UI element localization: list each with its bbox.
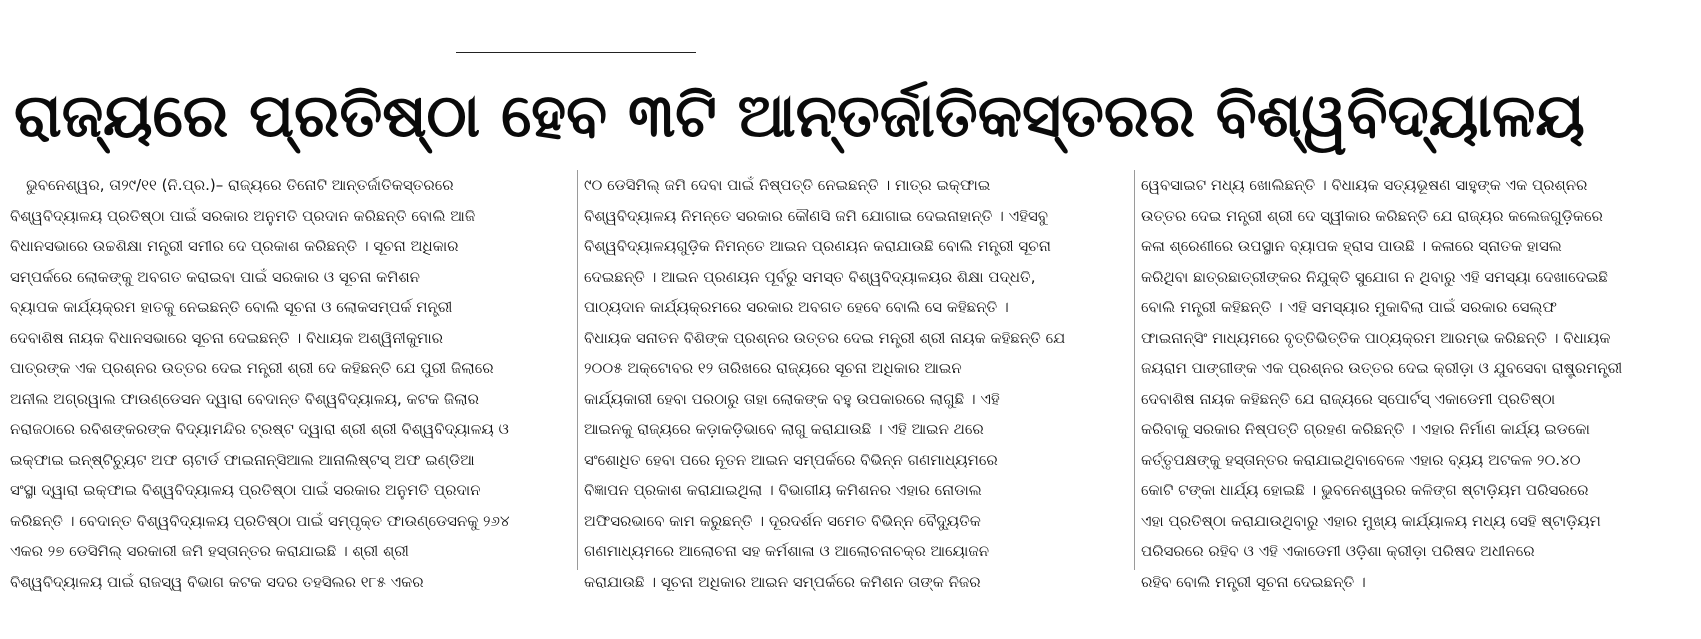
column-line: ସଂଶୋଧିତ ହେବା ପରେ ନୂତନ ଆଇନ ସମ୍ପର୍କରେ ବିଭିନ୍ନ ଗଣମାଧ୍ୟମରେ — [584, 450, 998, 469]
column-line: ଅଫିସରଭାବେ କାମ କରୁଛନ୍ତି । ଦୂରଦର୍ଶନ ସମେତ ବିଭିନ୍ନ ବୈଦ୍ୟୁତିକ — [584, 511, 981, 530]
column-line: ୱେବସାଇଟ ମଧ୍ୟ ଖୋଲିଛନ୍ତି । ବିଧାୟକ ସତ୍ୟଭୂଷଣ ସାହୁଙ୍କ ଏକ ପ୍ରଶ୍ନର — [1141, 176, 1588, 194]
column-line: କରିଥିବା ଛାତ୍ରଛାତ୍ରୀଙ୍କର ନିଯୁକ୍ତି ସୁଯୋଗ ନ ଥିବାରୁ ଏହି ସମସ୍ୟା ଦେଖାଦେଇଛି — [1141, 267, 1608, 286]
column-line: ବିଶ୍ୱବିଦ୍ୟାଳୟ ପାଇଁ ରାଜସ୍ୱ ବିଭାଗ କଟକ ସଦର ତହସିଲର ୧୮୫ ଏକର — [10, 572, 424, 591]
column-line: ବିଧାନସଭାରେ ଉଚ୍ଚଶିକ୍ଷା ମନ୍ତ୍ରୀ ସମୀର ଦେ ପ୍ରକାଶ କରିଛନ୍ତି । ସୂଚନା ଅଧିକାର — [10, 237, 459, 255]
column-line: ବିଧାୟକ ସନାତନ ବିଶିଙ୍କ ପ୍ରଶ୍ନର ଉତ୍ତର ଦେଇ ମନ୍ତ୍ରୀ ଶ୍ରୀ ନାୟକ କହିଛନ୍ତି ଯେ — [584, 328, 1066, 347]
column-line: ବିଜ୍ଞାପନ ପ୍ରକାଶ କରାଯାଇଥିଲା । ବିଭାଗୀୟ କମିଶନର ଏହାର ନୋଡାଲ — [584, 481, 982, 499]
column-line: ଉତ୍ତର ଦେଇ ମନ୍ତ୍ରୀ ଶ୍ରୀ ଦେ ସ୍ୱୀକାର କରିଛନ୍ତି ଯେ ରାଜ୍ୟର କଲେଜଗୁଡ଼ିକରେ — [1141, 206, 1603, 225]
column-line: ରହିବ ବୋଲି ମନ୍ତ୍ରୀ ସୂଚନା ଦେଇଛନ୍ତି । — [1141, 572, 1366, 591]
column-line: ଅନୀଲ ଅଗ୍ରୱାଲ ଫାଉଣ୍ଡେସନ ଦ୍ୱାରା ବେଦାନ୍ତ ବିଶ୍ୱବିଦ୍ୟାଳୟ, କଟକ ଜିଲାର — [10, 389, 479, 408]
column-line: ଫାଇନାନ୍ସିଂ ମାଧ୍ୟମରେ ବୃତ୍ତିଭିତ୍ତିକ ପାଠ୍ୟକ୍ରମ ଆରମ୍ଭ କରିଛନ୍ତି । ବିଧାୟକ — [1141, 328, 1611, 347]
headline: ରାଜ୍ୟରେ ପ୍ରତିଷ୍ଠା ହେବ ୩ଟି ଆନ୍ତର୍ଜାତିକସ୍ତରର ବିଶ୍ୱବିଦ୍ୟାଳୟ — [14, 81, 1585, 151]
column-line: ପରିସରରେ ରହିବ ଓ ଏହି ଏକାଡେମୀ ଓଡ଼ିଶା କ୍ରୀଡ଼ା ପରିଷଦ ଅଧୀନରେ — [1141, 542, 1535, 560]
column-line: ଦେଇଛନ୍ତି । ଆଇନ ପ୍ରଣୟନ ପୂର୍ବରୁ ସମସ୍ତ ବିଶ୍ୱବିଦ୍ୟାଳୟର ଶିକ୍ଷା ପଦ୍ଧତି, — [584, 267, 1036, 286]
column-line: ବୋଲି ମନ୍ତ୍ରୀ କହିଛନ୍ତି । ଏହି ସମସ୍ୟାର ମୁକାବିଲା ପାଇଁ ସରକାର ସେଲ୍ଫ — [1141, 298, 1557, 316]
column-line: ବିଶ୍ୱବିଦ୍ୟାଳୟ ପ୍ରତିଷ୍ଠା ପାଇଁ ସରକାର ଅନୁମତି ପ୍ରଦାନ କରିଛନ୍ତି ବୋଲି ଆଜି — [10, 206, 476, 225]
column-line: ବିଶ୍ୱବିଦ୍ୟାଳୟଗୁଡ଼ିକ ନିମନ୍ତେ ଆଇନ ପ୍ରଣୟନ କରାଯାଉଛି ବୋଲି ମନ୍ତ୍ରୀ ସୂଚନା — [584, 237, 1051, 255]
column-line: ୨୦୦୫ ଅକ୍ଟୋବର ୧୨ ତାରିଖରେ ରାଜ୍ୟରେ ସୂଚନା ଅଧିକାର ଆଇନ — [584, 359, 962, 377]
column-line: ଦେବାଶିଷ ନାୟକ ବିଧାନସଭାରେ ସୂଚନା ଦେଇଛନ୍ତି । ବିଧାୟକ ଅଶ୍ୱିନୀକୁମାର — [10, 328, 444, 347]
column-line: ଭୁବନେଶ୍ୱର, ତା୨୯/୧୧ (ନି.ପ୍ର.)– ରାଜ୍ୟରେ ତିନୋଟି ଆନ୍ତର୍ଜାତିକସ୍ତରରେ — [26, 176, 454, 194]
column-line: ଏହା ପ୍ରତିଷ୍ଠା କରାଯାଉଥିବାରୁ ଏହାର ମୁଖ୍ୟ କାର୍ଯ୍ୟାଳୟ ମଧ୍ୟ ସେହି ଷ୍ଟାଡ଼ିୟମ — [1141, 511, 1601, 530]
column-line: ଇକ୍‌ଫାଇ ଇନ୍‌ଷ୍ଟିଚ୍ୟୁଟ ଅଫ ଚାଟାର୍ଡ ଫାଇନାନ୍ସିଆଲ ଆନାଲିଷ୍ଟସ୍ ଅଫ ଇଣ୍ଡିଆ — [10, 450, 475, 469]
article-column-1 — [10, 170, 570, 591]
top-divider-rule — [456, 52, 696, 53]
column-divider-1 — [577, 170, 578, 570]
column-line: ସମ୍ପର୍କରେ ଲୋକଙ୍କୁ ଅବଗତ କରାଇବା ପାଇଁ ସରକାର ଓ ସୂଚନା କମିଶନ — [10, 267, 420, 286]
column-line: ପାତ୍ରଙ୍କ ଏକ ପ୍ରଶ୍ନର ଉତ୍ତର ଦେଇ ମନ୍ତ୍ରୀ ଶ୍ରୀ ଦେ କହିଛନ୍ତି ଯେ ପୁରୀ ଜିଲାରେ — [10, 359, 494, 377]
column-line: କୋଟି ଟଙ୍କା ଧାର୍ଯ୍ୟ ହୋଇଛି । ଭୁବନେଶ୍ୱରର କଳିଙ୍ଗ ଷ୍ଟାଡ଼ିୟମ ପରିସରରେ — [1141, 481, 1589, 499]
column-line: ଗଣମାଧ୍ୟମରେ ଆଲୋଚନା ସହ କର୍ମଶାଳା ଓ ଆଲୋଚନାଚକ୍ର ଆୟୋଜନ — [584, 542, 990, 560]
column-line: କରିବାକୁ ସରକାର ନିଷ୍ପତ୍ତି ଗ୍ରହଣ କରିଛନ୍ତି । ଏହାର ନିର୍ମାଣ କାର୍ଯ୍ୟ ଇଡକୋ — [1141, 420, 1590, 438]
column-line: ଆଇନକୁ ରାଜ୍ୟରେ କଡ଼ାକଡ଼ିଭାବେ ଲାଗୁ କରାଯାଉଛି । ଏହି ଆଇନ ଥରେ — [584, 420, 984, 438]
article-column-3 — [1141, 170, 1697, 591]
article-column-2 — [584, 170, 1144, 591]
column-line: ନରାଜଠାରେ ରବିଶଙ୍କରଙ୍କ ବିଦ୍ୟାମନ୍ଦିର ଟ୍ରଷ୍ଟ ଦ୍ୱାରା ଶ୍ରୀ ଶ୍ରୀ ବିଶ୍ୱବିଦ୍ୟାଳୟ ଓ — [10, 420, 509, 438]
column-line: ୯୦ ଡେସିମିଲ୍ ଜମି ଦେବା ପାଇଁ ନିଷ୍ପତ୍ତି ନେଇଛନ୍ତି । ମାତ୍ର ଇକ୍‌ଫାଇ — [584, 176, 991, 194]
column-line: ଏକର ୨୭ ଡେସିମିଲ୍ ସରକାରୀ ଜମି ହସ୍ତାନ୍ତର କରାଯାଇଛି । ଶ୍ରୀ ଶ୍ରୀ — [10, 542, 409, 560]
column-line: କଳା ଶ୍ରେଣୀରେ ଉପସ୍ଥାନ ବ୍ୟାପକ ହ୍ରାସ ପାଉଛି । କଳାରେ ସ୍ନାତକ ହାସଲ — [1141, 237, 1562, 255]
column-line: କାର୍ଯ୍ୟକାରୀ ହେବା ପରଠାରୁ ତାହା ଲୋକଙ୍କ ବହୁ ଉପକାରରେ ଲାଗୁଛି । ଏହି — [584, 389, 1000, 408]
column-line: କରିଛନ୍ତି । ବେଦାନ୍ତ ବିଶ୍ୱବିଦ୍ୟାଳୟ ପ୍ରତିଷ୍ଠା ପାଇଁ ସମ୍ପୃକ୍ତ ଫାଉଣ୍ଡେସନକୁ ୨୬୪ — [10, 511, 510, 530]
column-line: ବିଶ୍ୱବିଦ୍ୟାଳୟ ନିମନ୍ତେ ସରକାର କୌଣସି ଜମି ଯୋଗାଇ ଦେଇନାହାନ୍ତି । ଏହିସବୁ — [584, 206, 1048, 225]
column-line: ଜୟରାମ ପାଙ୍ଗୀଙ୍କ ଏକ ପ୍ରଶ୍ନର ଉତ୍ତର ଦେଇ କ୍ରୀଡ଼ା ଓ ଯୁବସେବା ରାଷ୍ଟ୍ରମନ୍ତ୍ରୀ — [1141, 359, 1623, 377]
column-line: ପାଠ୍ୟଦାନ କାର୍ଯ୍ୟକ୍ରମରେ ସରକାର ଅବଗତ ହେବେ ବୋଲି ସେ କହିଛନ୍ତି । — [584, 298, 1009, 316]
column-line: ସଂସ୍ଥା ଦ୍ୱାରା ଇକ୍‌ଫାଇ ବିଶ୍ୱବିଦ୍ୟାଳୟ ପ୍ରତିଷ୍ଠା ପାଇଁ ସରକାର ଅନୁମତି ପ୍ରଦାନ — [10, 481, 481, 499]
column-line: ଦେବାଶିଷ ନାୟକ କହିଛନ୍ତି ଯେ ରାଜ୍ୟରେ ସ୍ପୋର୍ଟସ୍ ଏକାଡେମୀ ପ୍ରତିଷ୍ଠା — [1141, 389, 1556, 408]
column-line: କର୍ତ୍ତୃପକ୍ଷଙ୍କୁ ହସ୍ତାନ୍ତର କରାଯାଇଥିବାବେଳେ ଏହାର ବ୍ୟୟ ଅଟକଳ ୨୦.୪୦ — [1141, 450, 1581, 469]
column-line: ବ୍ୟାପକ କାର୍ଯ୍ୟକ୍ରମ ହାତକୁ ନେଇଛନ୍ତି ବୋଲି ସୂଚନା ଓ ଲୋକସମ୍ପର୍କ ମନ୍ତ୍ରୀ — [10, 298, 453, 316]
column-line: କରାଯାଉଛି । ସୂଚନା ଅଧିକାର ଆଇନ ସମ୍ପର୍କରେ କମିଶନ ତାଙ୍କ ନିଜର — [584, 572, 981, 591]
